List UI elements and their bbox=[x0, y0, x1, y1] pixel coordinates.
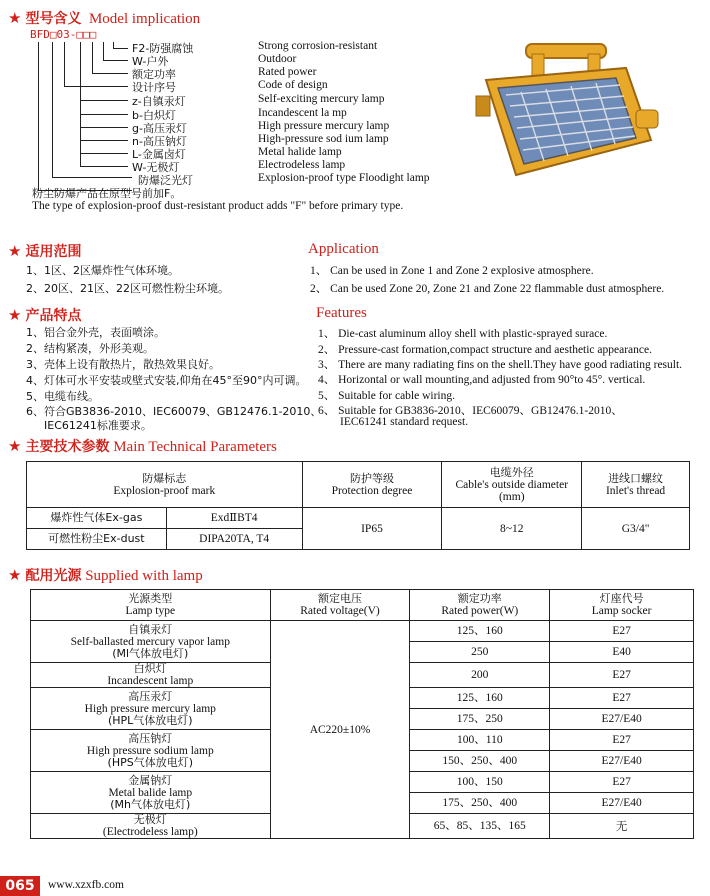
diagram-line bbox=[80, 114, 128, 115]
lamp-power-cell: 200 bbox=[410, 663, 550, 688]
application-item-en: 2、 Can be used Zone 20, Zone 21 and Zone 22 flammable dust atmosphere. bbox=[310, 283, 665, 295]
feature-item-en: 6、 Suitable for GB3836-2010、IEC60079、GB12476.1-2010、 bbox=[318, 405, 623, 417]
diagram-line bbox=[80, 166, 128, 167]
model-item-zh: b-白炽灯 bbox=[132, 109, 176, 122]
diagram-line bbox=[103, 42, 104, 61]
star-icon: ★ bbox=[8, 308, 22, 324]
lamp-type-cell: 金属钠灯 Metal balide lamp (Mh气体放电灯) bbox=[31, 772, 271, 814]
lamp-type-cell: 无极灯 (Electrodeless lamp) bbox=[31, 814, 271, 839]
lamp-header-socket: 灯座代号 Lamp socker bbox=[550, 590, 694, 621]
star-icon: ★ bbox=[8, 11, 22, 27]
diagram-line bbox=[52, 177, 132, 178]
website-url: www.xzxfb.com bbox=[48, 879, 124, 891]
floodlight-image bbox=[466, 40, 666, 200]
lamp-power-cell: 250 bbox=[410, 642, 550, 663]
model-item-zh: W-户外 bbox=[132, 55, 169, 68]
params-gas-value: ExdⅡBT4 bbox=[166, 508, 302, 529]
model-item-zh: L-金属卤灯 bbox=[132, 148, 186, 161]
model-item-zh: z-自镇汞灯 bbox=[132, 95, 186, 108]
diagram-line bbox=[64, 42, 65, 86]
feature-item-en: 5、 Suitable for cable wiring. bbox=[318, 390, 456, 402]
params-dust-value: DIPA20TA, T4 bbox=[166, 529, 302, 550]
model-item-en: High pressure mercury lamp bbox=[258, 120, 390, 132]
model-item-zh: n-高压钠灯 bbox=[132, 135, 187, 148]
model-item-en: Strong corrosion-resistant bbox=[258, 40, 378, 52]
lamp-socket-cell: E27/E40 bbox=[550, 793, 694, 814]
lamp-power-cell: 150、250、400 bbox=[410, 751, 550, 772]
lamp-power-cell: 100、110 bbox=[410, 730, 550, 751]
lamp-socket-cell: E27 bbox=[550, 772, 694, 793]
lamp-power-cell: 125、160 bbox=[410, 621, 550, 642]
lamp-table bbox=[30, 589, 694, 839]
diagram-line bbox=[52, 42, 53, 178]
diagram-line bbox=[80, 127, 128, 128]
feature-item-zh: 1、铝合金外壳，表面喷涂。 bbox=[26, 326, 165, 339]
model-note-en: The type of explosion-proof dust-resistant product adds "F" before primary type. bbox=[32, 200, 404, 212]
lamp-socket-cell: 无 bbox=[550, 814, 694, 839]
model-section-title: ★ 型号含义 Model implication bbox=[8, 11, 201, 27]
diagram-line bbox=[80, 42, 81, 166]
feature-item-en: IEC61241 standard request. bbox=[340, 416, 469, 428]
params-table bbox=[26, 461, 690, 550]
lamp-power-cell: 175、250 bbox=[410, 709, 550, 730]
feature-item-en: 3、 There are many radiating fins on the shell.They have good radiating result. bbox=[318, 359, 683, 371]
star-icon: ★ bbox=[8, 244, 22, 260]
feature-item-zh: 2、结构紧凑，外形美观。 bbox=[26, 342, 154, 355]
feature-item-zh: IEC61241标准要求。 bbox=[44, 419, 152, 432]
lamp-power-cell: 65、85、135、165 bbox=[410, 814, 550, 839]
model-item-en: Outdoor bbox=[258, 53, 297, 65]
diagram-line bbox=[92, 42, 93, 74]
model-item-en: Incandescent la mp bbox=[258, 107, 347, 119]
model-item-zh: 额定功率 bbox=[132, 68, 176, 81]
diagram-line bbox=[80, 100, 128, 101]
lamp-type-cell: 高压汞灯 High pressure mercury lamp (HPL气体放电灯) bbox=[31, 688, 271, 730]
diagram-line bbox=[64, 86, 128, 87]
model-item-en: Metal halide lamp bbox=[258, 146, 342, 158]
lamp-socket-cell: E27/E40 bbox=[550, 751, 694, 772]
lamp-power-cell: 175、250、400 bbox=[410, 793, 550, 814]
lamp-socket-cell: E27/E40 bbox=[550, 709, 694, 730]
model-item-en: Code of design bbox=[258, 79, 328, 91]
diagram-line bbox=[38, 42, 39, 191]
diagram-line bbox=[92, 73, 128, 74]
params-header-protection: 防护等级 Protection degree bbox=[302, 462, 442, 508]
application-title-zh: ★ 适用范围 bbox=[8, 244, 82, 260]
params-inlet: G3/4" bbox=[582, 508, 690, 550]
diagram-line bbox=[103, 60, 128, 61]
model-item-zh: W-无极灯 bbox=[132, 161, 180, 174]
lamp-type-cell: 高压钠灯 High pressure sodium lamp (HPS气体放电灯) bbox=[31, 730, 271, 772]
lamp-voltage-cell: AC220±10% bbox=[270, 621, 410, 839]
application-item-en: 1、 Can be used in Zone 1 and Zone 2 explosive atmosphere. bbox=[310, 265, 594, 277]
model-item-zh: 防爆泛光灯 bbox=[138, 174, 193, 187]
lamp-power-cell: 100、150 bbox=[410, 772, 550, 793]
params-section-title: ★ 主要技术参数 Main Technical Parameters bbox=[8, 439, 277, 455]
params-header-cable: 电缆外径 Cable's outside diameter (mm) bbox=[442, 462, 582, 508]
lamp-type-cell: 白炽灯 Incandescent lamp bbox=[31, 663, 271, 688]
params-protection: IP65 bbox=[302, 508, 442, 550]
feature-item-en: 4、 Horizontal or wall mounting,and adjusted from 90°to 45°. vertical. bbox=[318, 374, 646, 386]
params-cable: 8~12 bbox=[442, 508, 582, 550]
diagram-line bbox=[113, 48, 128, 49]
diagram-line bbox=[80, 153, 128, 154]
lamp-header-power: 额定功率 Rated power(W) bbox=[410, 590, 550, 621]
feature-item-zh: 5、电缆布线。 bbox=[26, 390, 99, 403]
page-number: 065 bbox=[0, 876, 40, 896]
lamp-power-cell: 125、160 bbox=[410, 688, 550, 709]
params-dust-label: 可燃性粉尘Ex-dust bbox=[27, 529, 167, 550]
model-item-zh: 设计序号 bbox=[132, 81, 176, 94]
model-item-en: Electrodeless lamp bbox=[258, 159, 346, 171]
model-item-zh: F2-防强腐蚀 bbox=[132, 42, 194, 55]
lamp-socket-cell: E40 bbox=[550, 642, 694, 663]
feature-item-zh: 4、灯体可水平安装或壁式安装,仰角在45°至90°内可调。 bbox=[26, 374, 307, 387]
lamp-header-type: 光源类型 Lamp type bbox=[31, 590, 271, 621]
lamp-header-voltage: 额定电压 Rated voltage(V) bbox=[270, 590, 410, 621]
model-code: BFD□03-□□□ bbox=[30, 28, 97, 41]
model-item-en: High-pressure sod ium lamp bbox=[258, 133, 389, 145]
feature-item-en: 2、 Pressure-cast formation,compact structure and aesthetic appearance. bbox=[318, 344, 652, 356]
model-item-zh: g-高压汞灯 bbox=[132, 122, 187, 135]
feature-item-en: 1、 Die-cast aluminum alloy shell with plastic-sprayed surace. bbox=[318, 328, 608, 340]
lamp-socket-cell: E27 bbox=[550, 621, 694, 642]
params-header-inlet: 进线口螺纹 Inlet's thread bbox=[582, 462, 690, 508]
model-item-en: Explosion-proof type Floodight lamp bbox=[258, 172, 430, 184]
params-gas-label: 爆炸性气体Ex-gas bbox=[27, 508, 167, 529]
star-icon: ★ bbox=[8, 439, 22, 455]
diagram-line bbox=[80, 140, 128, 141]
model-item-en: Self-exciting mercury lamp bbox=[258, 93, 385, 105]
features-title-zh: ★ 产品特点 bbox=[8, 308, 82, 324]
feature-item-zh: 6、符合GB3836-2010、IEC60079、GB12476.1-2010、 bbox=[26, 405, 322, 418]
model-item-en: Rated power bbox=[258, 66, 317, 78]
lamp-type-cell: 自镇汞灯 Self-ballasted mercury vapor lamp (Ml气体放电灯) bbox=[31, 621, 271, 663]
lamp-socket-cell: E27 bbox=[550, 730, 694, 751]
application-title-en: Application bbox=[308, 241, 379, 257]
application-item-zh: 2、20区、21区、22区可燃性粉尘环境。 bbox=[26, 282, 229, 295]
model-note-zh: 粉尘防爆产品在原型号前加F。 bbox=[32, 187, 182, 200]
lamp-socket-cell: E27 bbox=[550, 663, 694, 688]
application-item-zh: 1、1区、2区爆炸性气体环境。 bbox=[26, 264, 179, 277]
params-header-mark: 防爆标志 Explosion-proof mark bbox=[27, 462, 303, 508]
star-icon: ★ bbox=[8, 568, 22, 584]
feature-item-zh: 3、壳体上设有散热片，散热效果良好。 bbox=[26, 358, 220, 371]
features-title-en: Features bbox=[316, 305, 367, 321]
lamp-socket-cell: E27 bbox=[550, 688, 694, 709]
lamp-section-title: ★ 配用光源 Supplied with lamp bbox=[8, 568, 203, 584]
